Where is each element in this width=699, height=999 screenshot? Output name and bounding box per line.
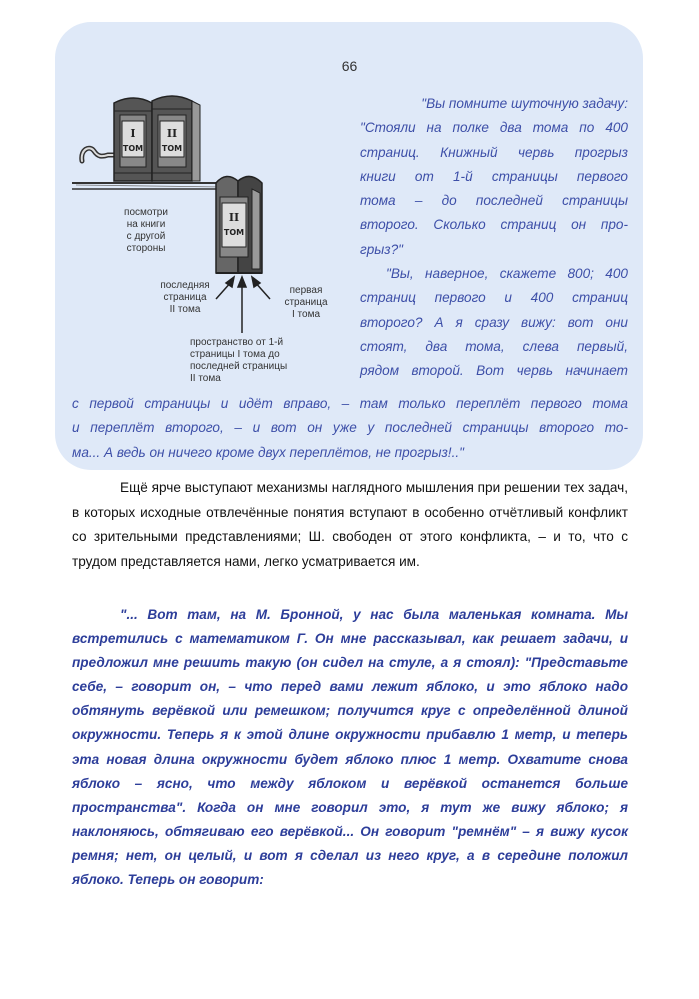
- quote2-paragraph: "... Вот там, на М. Бронной, у нас была маленькая комната. Мы встретились с математиком Г. Он мне рассказывал, как решает задачи, и предложил мне решить такую (он сидел на стуле, а я стоял): "Представьте себе, – говорит он, – что перед вами лежит яблоко, и это яблоко надо обтянуть верёвкой или ремешком; получится круг с определённой длиной окружности. Теперь я к этой длине окружности прибавлю 1 метр, и теперь эта новая длина окружности будет яблоко плюс 1 метр. Охватите снова яблоко – ясно, что между яблоком и верёвкой останется больше пространства". Когда он мне говорил это, я тут же вижу яблоко; я наклоняюсь, обтягиваю его верёвкой... Он говорит "ремнём" – я вижу кусок ремня; нет, он целый, и вот я сделал из него круг, а в середине положил яблоко. Теперь он говорит:: [72, 607, 628, 888]
- quote1-full-line: с первой страницы и идёт вправо, – там только переплёт первого тома: [72, 396, 628, 411]
- books-other-side-icon: [216, 176, 262, 273]
- svg-text:ТОМ: ТОМ: [223, 228, 245, 237]
- quote1-line: второго? А я сразу вижу: вот они: [360, 314, 628, 330]
- books-illustration: [66, 85, 356, 390]
- shelf-icon: [72, 183, 226, 189]
- body-paragraph: Ещё ярче выступают механизмы наглядного мышления при решении тех задач, в которых исходные отвлечённые понятия вступают в особенно отчётливый конфликт со зрительными представлениями; Ш. свободен от этого конфликта, – и то, что с трудом представляется нами, легко усматривается им.: [72, 480, 628, 569]
- quote1-line: "Вы, наверное, скажете 800; 400: [386, 266, 628, 282]
- book-volume-2-icon: [152, 96, 200, 181]
- quote1-line: рядом второй. Вот червь начинает: [360, 363, 628, 379]
- quote1-column: [360, 92, 628, 384]
- svg-text:ТОМ: ТОМ: [122, 144, 144, 153]
- svg-text:I: I: [130, 127, 136, 140]
- svg-text:ТОМ: ТОМ: [161, 144, 183, 153]
- label-first-page-vol1: первая страница I тома: [284, 285, 328, 320]
- quote1-full-line: и переплёт второго, – и вот он уже у последней страницы второго то-: [72, 420, 628, 436]
- quote1-line: грыз?": [360, 241, 403, 257]
- page-number: 66: [341, 58, 358, 74]
- quote1-continuation: [72, 392, 628, 465]
- label-last-page-vol2: последняя страница II тома: [160, 280, 210, 315]
- quote1-line: "Стояли на полке два тома по 400: [360, 120, 628, 136]
- label-space-between: пространство от 1-й страницы I тома до последней страницы II тома: [190, 337, 288, 384]
- label-look-other-side: посмотри на книги с другой стороны: [124, 207, 168, 254]
- quote1-line: стоят, два тома, слева первый,: [360, 338, 628, 354]
- svg-text:II: II: [166, 127, 178, 140]
- svg-text:II: II: [228, 211, 240, 224]
- book-volume-1-icon: [114, 98, 152, 181]
- quote1-line: "Вы помните шуточную задачу:: [421, 96, 628, 111]
- quote1-line: книги от 1-й страницы первого: [360, 168, 628, 184]
- quote1-line: страниц первого и 400 страниц: [360, 290, 628, 306]
- quote1-line: тома – до последней страницы: [360, 193, 628, 209]
- quote1-line: страниц. Книжный червь прогрыз: [360, 144, 628, 160]
- quote1-full-line: ма... А ведь он ничего кроме двух переплётов, не прогрыз!..": [72, 444, 464, 460]
- quote1-line: второго. Сколько страниц он про-: [360, 217, 628, 233]
- arrows-icon: [216, 277, 270, 333]
